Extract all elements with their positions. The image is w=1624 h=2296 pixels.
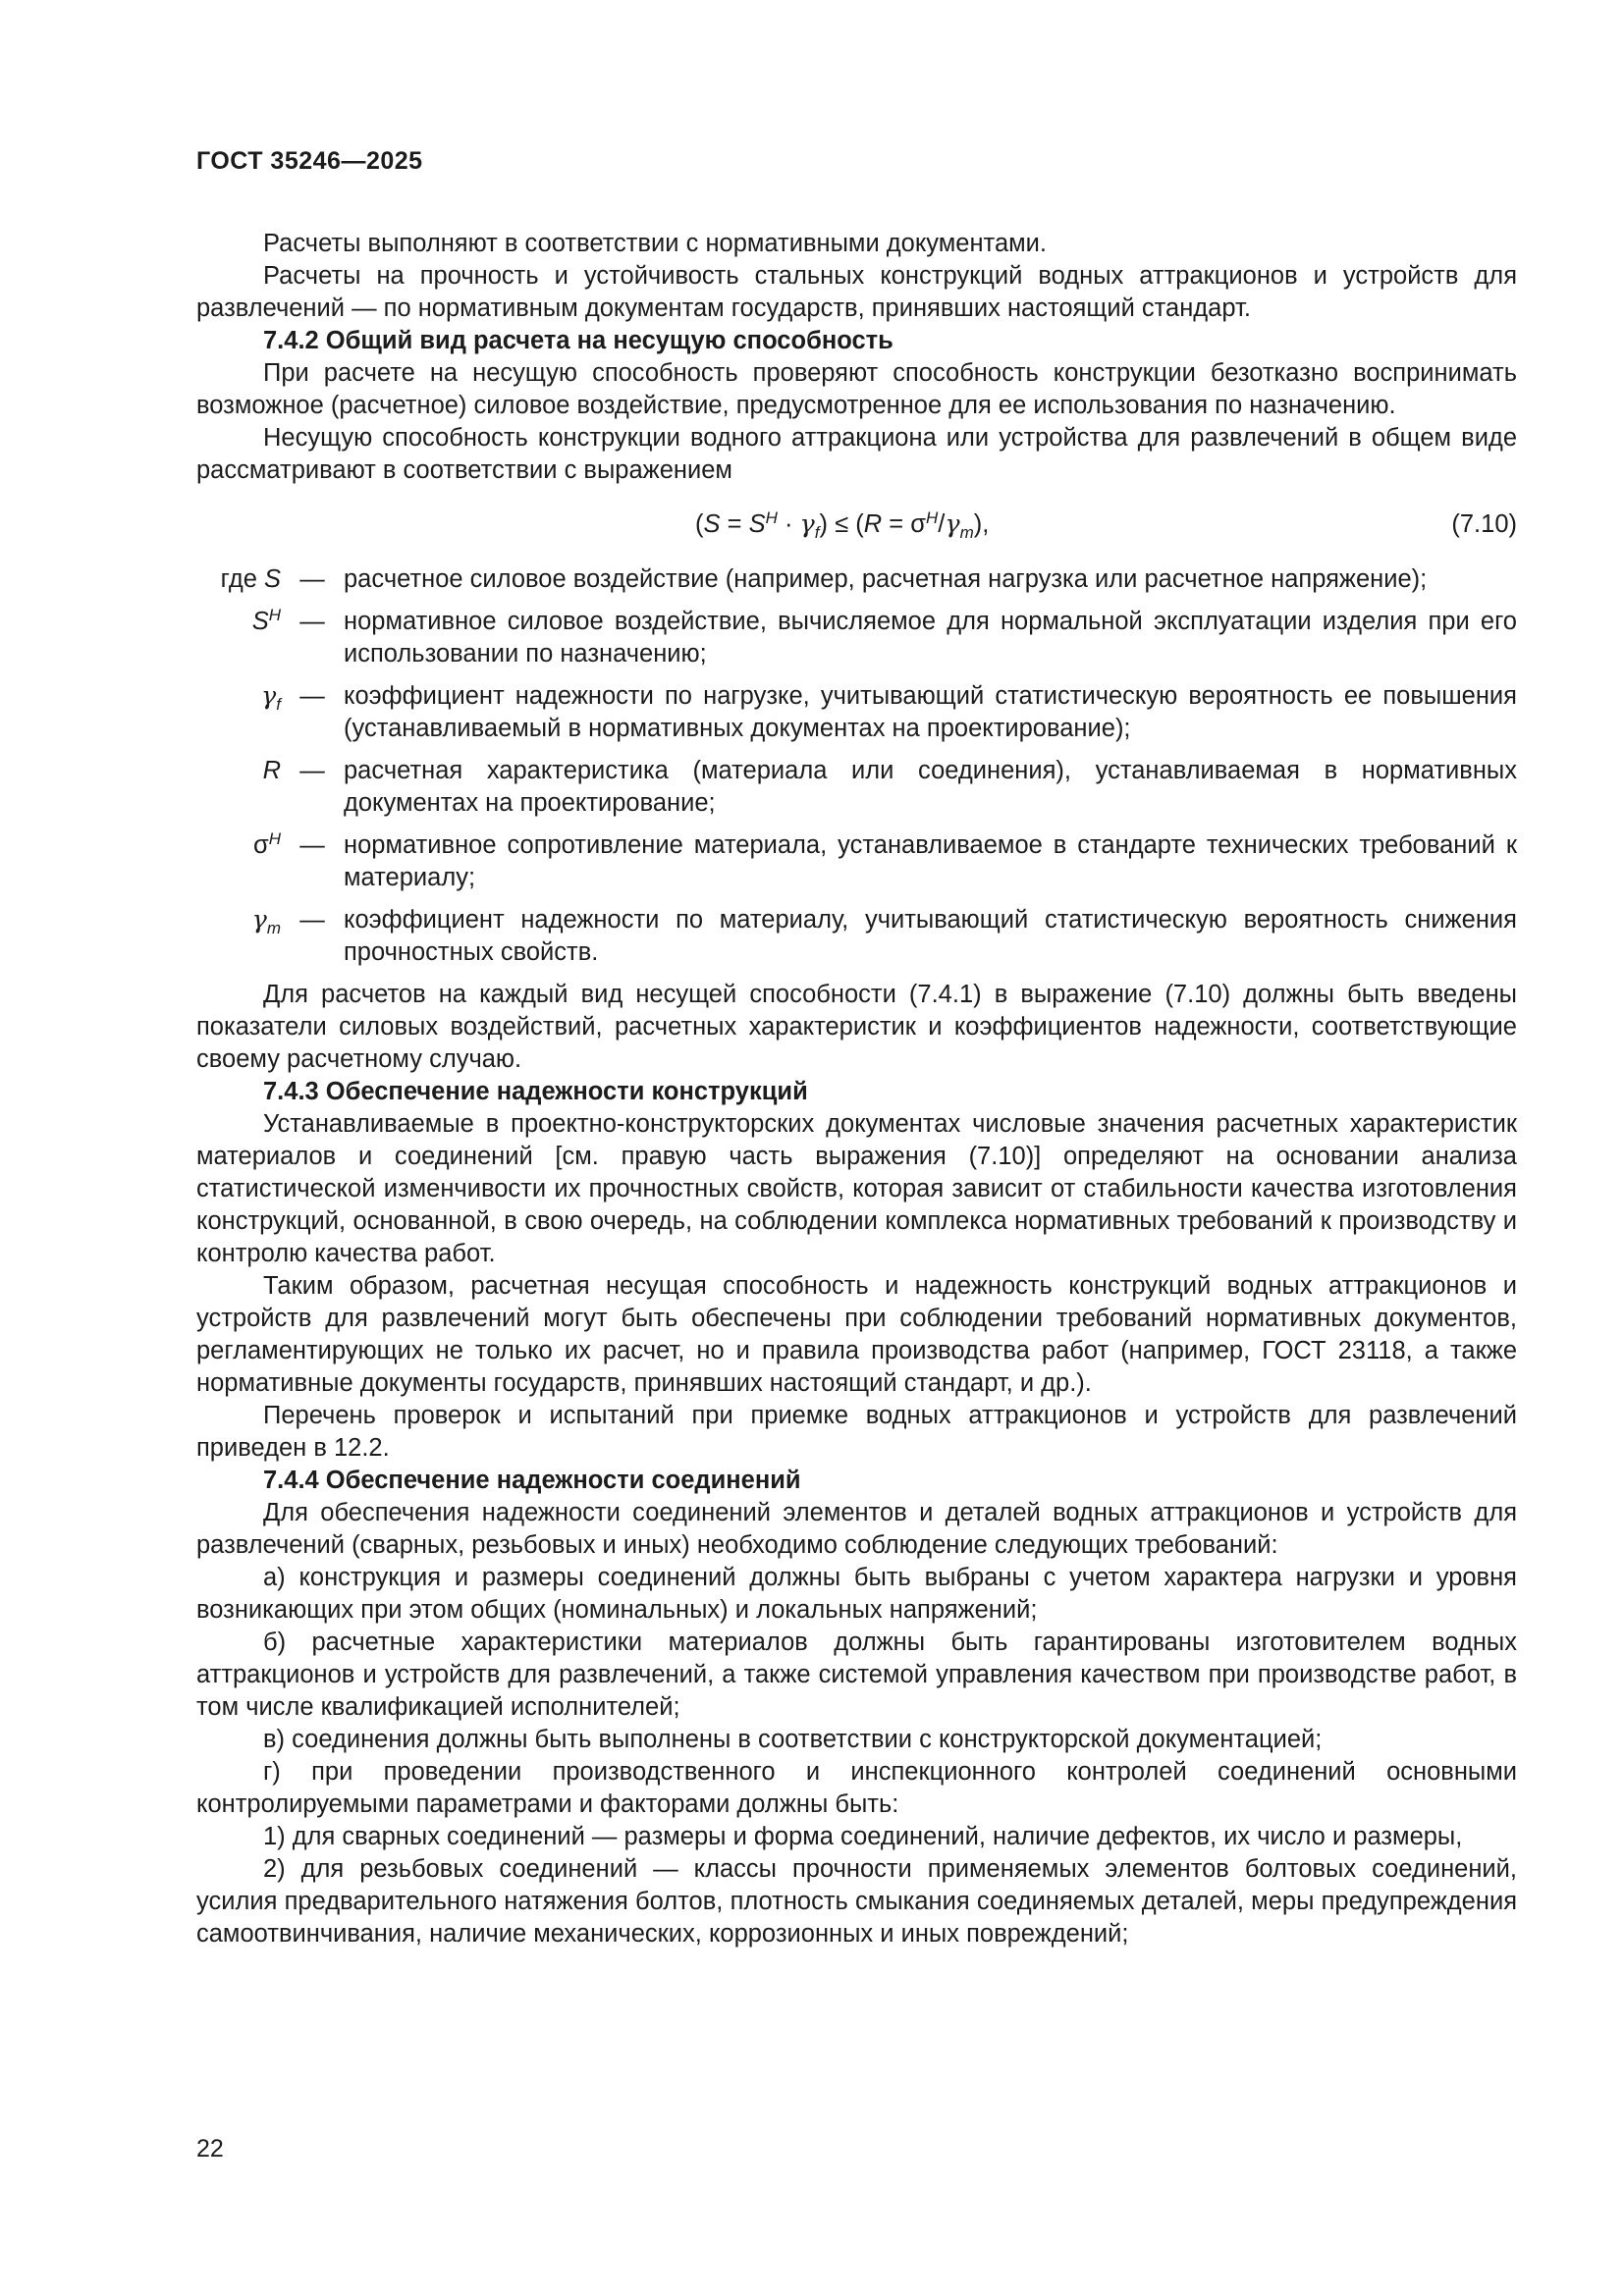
- definition-symbol: R: [262, 757, 281, 784]
- definition-item: [196, 680, 1517, 745]
- list-item: б) расчетные характеристики материалов должны быть гарантированы изготовителем водных аттракционов и устройств для развлечений, а также системой управления качеством при производстве работ, в том числе квалификацией исполнителей;: [196, 1629, 1517, 1721]
- paragraph: Для обеспечения надежности соединений элементов и деталей водных аттракционов и устройств для развлечений (сварных, резьбовых и иных) необходимо соблюдение следующих требований:: [196, 1499, 1517, 1559]
- paragraph: Расчеты выполняют в соответствии с нормативными документами.: [263, 230, 1047, 257]
- definition-text: нормативное силовое воздействие, вычисляемое для нормальной эксплуатации изделия при его использовании по назначению;: [344, 608, 1517, 667]
- definition-dash: —: [299, 757, 325, 784]
- definition-dash: —: [299, 565, 325, 593]
- paragraph: Таким образом, расчетная несущая способность и надежность конструкций водных аттракционов и устройств для развлечений могут быть обеспечены при соблюдении требований нормативных документов, регламентирующих не только их расчет, но и правила производства работ (например, ГОСТ 23118, а также нормативные документы государств, принявших настоящий стандарт, и др.).: [196, 1272, 1517, 1397]
- definition-item: [196, 755, 1517, 820]
- list-item: в) соединения должны быть выполнены в соответствии с конструкторской документацией;: [263, 1726, 1323, 1753]
- definition-dash: —: [299, 906, 325, 934]
- definition-item: [196, 563, 1517, 596]
- list-item: 1) для сварных соединений — размеры и форма соединений, наличие дефектов, их число и размеры,: [263, 1823, 1463, 1850]
- definition-item: [196, 606, 1517, 670]
- paragraph: Несущую способность конструкции водного аттракциона или устройства для развлечений в общем виде рассматривают в соответствии с выражением: [196, 424, 1517, 484]
- definition-symbol: где S: [220, 565, 281, 593]
- definition-dash: —: [299, 831, 325, 859]
- page-number: 22: [196, 2135, 224, 2163]
- list-item: а) конструкция и размеры соединений должны быть выбраны с учетом характера нагрузки и уровня возникающих при этом общих (номинальных) и локальных напряжений;: [196, 1564, 1517, 1624]
- paragraph: Расчеты на прочность и устойчивость стальных конструкций водных аттракционов и устройств для развлечений — по нормативным документам государств, принявших настоящий стандарт.: [196, 262, 1517, 322]
- section-heading-7-4-4: 7.4.4 Обеспечение надежности соединений: [263, 1467, 801, 1494]
- definition-dash: —: [299, 682, 325, 710]
- definition-dash: —: [299, 608, 325, 635]
- definition-item: [196, 904, 1517, 969]
- formula-expression: $(S = S^H \cdot \gamma_f) \le (R = \sigma^H/\gamma_m)$,: [695, 508, 990, 542]
- definition-text: коэффициент надежности по материалу, учитывающий статистическую вероятность снижения прочностных свойств.: [344, 906, 1517, 966]
- section-heading-7-4-3: 7.4.3 Обеспечение надежности конструкций: [263, 1078, 808, 1105]
- definition-symbol: $S^H$: [251, 606, 281, 635]
- definitions-list: [196, 563, 1517, 969]
- document-body: [196, 228, 1517, 1950]
- definition-symbol: $\gamma_m$: [251, 905, 281, 937]
- definition-text: расчетная характеристика (материала или соединения), устанавливаемая в нормативных документах на проектирование;: [344, 757, 1517, 817]
- formula-number: (7.10): [1451, 510, 1517, 538]
- list-item: 2) для резьбовых соединений — классы прочности применяемых элементов болтовых соединений, усилия предварительного натяжения болтов, плотность смыкания соединяемых деталей, меры предупреждения самоотвинчивания, наличие механических, коррозионных и иных повреждений;: [196, 1855, 1517, 1948]
- paragraph: Устанавливаемые в проектно-конструкторских документах числовые значения расчетных характеристик материалов и соединений [см. правую часть выражения (7.10)] определяют на основании анализа статистической изменчивости их прочностных свойств, которая зависит от стабильности качества изготовления конструкций, основанной, в свою очередь, на соблюдении комплекса нормативных требований к производству и контролю качества работ.: [196, 1110, 1517, 1267]
- definition-symbol: $\sigma^H$: [252, 829, 281, 859]
- paragraph: Перечень проверок и испытаний при приемке водных аттракционов и устройств для развлечений приведен в 12.2.: [196, 1402, 1517, 1462]
- document-header: ГОСТ 35246—2025: [196, 147, 423, 175]
- list-item: г) при проведении производственного и инспекционного контролей соединений основными контролируемыми параметрами и факторами должны быть:: [196, 1758, 1517, 1818]
- paragraph: Для расчетов на каждый вид несущей способности (7.4.1) в выражение (7.10) должны быть введены показатели силовых воздействий, расчетных характеристик и коэффициентов надежности, соответствующие своему расчетному случаю.: [196, 981, 1517, 1073]
- definition-item: [196, 829, 1517, 894]
- formula-7-10: [196, 499, 1517, 552]
- definition-text: расчетное силовое воздействие (например, расчетная нагрузка или расчетное напряжение);: [344, 565, 1428, 593]
- definition-symbol: $\gamma_f$: [261, 681, 281, 714]
- paragraph: При расчете на несущую способность проверяют способность конструкции безотказно воспринимать возможное (расчетное) силовое воздействие, предусмотренное для ее использования по назначению.: [196, 359, 1517, 419]
- definition-text: коэффициент надежности по нагрузке, учитывающий статистическую вероятность ее повышения (устанавливаемый в нормативных документах на проектирование);: [344, 682, 1517, 742]
- section-heading-7-4-2: 7.4.2 Общий вид расчета на несущую способность: [263, 327, 893, 354]
- definition-text: нормативное сопротивление материала, устанавливаемое в стандарте технических требований к материалу;: [344, 831, 1517, 891]
